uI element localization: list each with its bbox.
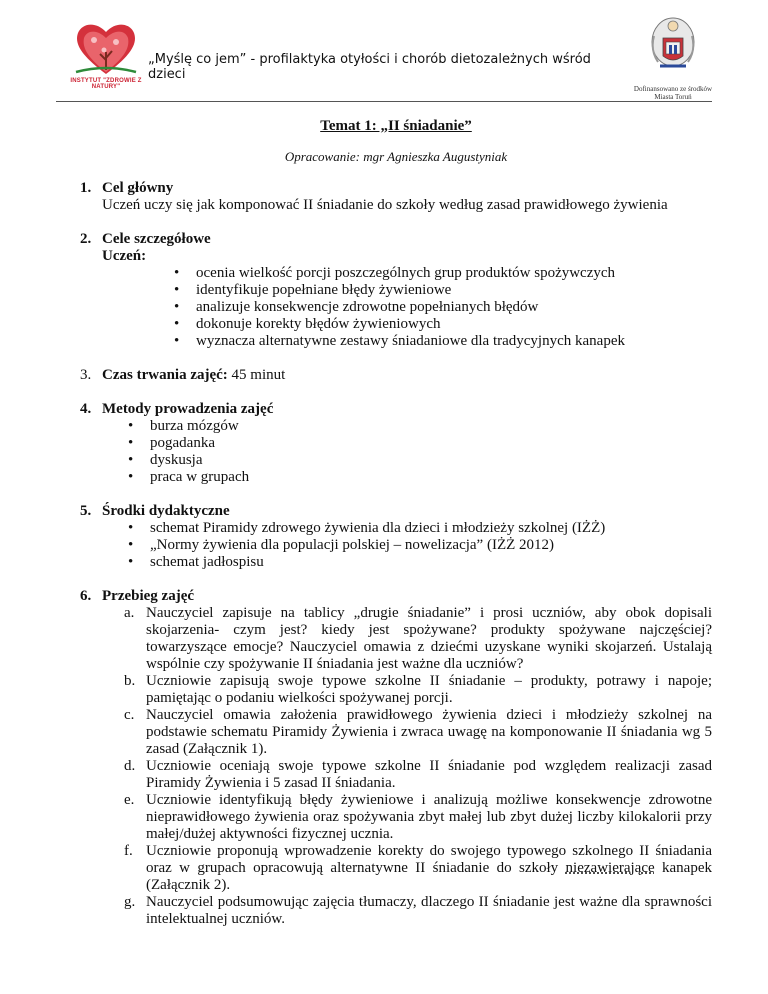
section-duration: [80, 367, 712, 384]
lesson-steps-list: [102, 605, 712, 928]
funding-line-2: Miasta Toruń: [654, 93, 692, 101]
funding-line-1: Dofinansowano ze środków: [633, 85, 713, 93]
section-main-goal: [80, 180, 712, 214]
underlined-word: niezawierające: [565, 860, 655, 876]
list-item: g. Nauczyciel podsumowując zajęcia tłumaczy, dlaczego II śniadanie jest ważne dla sprawności intelektualnej uczniów.: [124, 894, 712, 927]
section-number: 1.: [80, 180, 92, 196]
duration-line: [102, 367, 712, 384]
city-crest: [628, 16, 718, 101]
list-item: f. Uczniowie proponują wprowadzenie korekty do swojego typowego szkolnego II śniadania oraz w grupach opracowują alternatywne II śniadanie do szkoły niezawierające kanapek (Załącznik 2).: [124, 843, 712, 893]
list-item: b. Uczniowie zapisują swoje typowe szkolne II śniadanie – produkty, potrawy i napoje; pamiętając o podaniu wielkości spożywanej porcji.: [124, 673, 712, 706]
section-methods: [80, 401, 712, 486]
list-item: • identyfikuje popełniane błędy żywieniowe: [174, 282, 452, 298]
lesson-author: Opracowanie: mgr Agnieszka Augustyniak: [284, 149, 508, 164]
institute-logo: [56, 20, 156, 90]
list-item: • analizuje konsekwencje zdrowotne popełnianych błędów: [174, 299, 539, 315]
section-heading: Metody prowadzenia zajęć: [102, 401, 274, 417]
list-item: • „Normy żywienia dla populacji polskiej – nowelizacja” (IŻŻ 2012): [128, 537, 555, 553]
list-item: • ocenia wielkość porcji poszczególnych grup produktów spożywczych: [174, 265, 616, 281]
methods-list: [102, 418, 712, 486]
list-item: • schemat Piramidy zdrowego żywienia dla dzieci i młodzieży szkolnej (IŻŻ): [128, 520, 606, 536]
section-text: Uczeń uczy się jak komponować II śniadanie do szkoły według zasad prawidłowego żywienia: [102, 197, 668, 213]
heart-tree-logo-icon: [72, 20, 140, 76]
list-item: • dokonuje korekty błędów żywieniowych: [174, 316, 441, 332]
project-tagline: „Myślę co jem” - profilaktyka otyłości i chorób dietozależnych wśród dzieci: [148, 52, 591, 82]
section-number: 3.: [80, 367, 92, 383]
section-number: 2.: [80, 231, 92, 247]
header: [0, 0, 768, 102]
section-heading: Cele szczegółowe: [102, 231, 211, 247]
document-body: [80, 118, 712, 928]
list-item: • schemat jadłospisu: [128, 554, 264, 570]
header-divider: [56, 101, 712, 102]
section-number: 4.: [80, 401, 92, 417]
duration-value: 45 minut: [227, 367, 286, 383]
section-lesson-flow: [80, 588, 712, 928]
list-item: • pogadanka: [128, 435, 215, 451]
institute-name: INSTYTUT "ZDROWIE Z NATURY": [70, 78, 142, 90]
section-heading: Środki dydaktyczne: [102, 503, 230, 519]
funding-note: [628, 85, 718, 101]
section-subheading: Uczeń:: [102, 248, 147, 264]
list-item: a. Nauczyciel zapisuje na tablicy „drugie śniadanie” i prosi uczniów, aby obok dopisali skojarzenia- czym jest? kiedy jest spożywane? produkty spożywane najczęściej? towarzyszące emocje? Nauczyciel omawia z dziećmi uzyskane wyniki skojarzeń. Ustalają wspólnie czy spożywanie II śniadania jest ważne dla uczniów?: [124, 605, 712, 672]
section-number: 6.: [80, 588, 92, 604]
section-heading: Czas trwania zajęć:: [102, 367, 228, 383]
section-heading: Przebieg zajęć: [102, 588, 195, 604]
list-item: e. Uczniowie identyfikują błędy żywieniowe i analizują możliwe konsekwencje zdrowotne nieprawidłowego żywienia oraz spożywania zbyt małej lub zbyt dużej liczby kilokalorii przy małej/dużej aktywności fizycznej ucznia.: [124, 792, 712, 842]
lesson-title: Temat 1: „II śniadanie”: [320, 118, 472, 134]
section-number: 5.: [80, 503, 92, 519]
list-item: • wyznacza alternatywne zestawy śniadaniowe dla tradycyjnych kanapek: [174, 333, 625, 349]
list-item: • burza mózgów: [128, 418, 239, 434]
list-item: • dyskusja: [128, 452, 203, 468]
section-detailed-goals: [80, 231, 712, 350]
list-item: • praca w grupach: [128, 469, 250, 485]
torun-crest-icon: [650, 16, 696, 76]
list-item: c. Nauczyciel omawia założenia prawidłowego żywienia dzieci i młodzieży szkolnej na podstawie schematu Piramidy Żywienia i zwraca uwagę na komponowanie II śniadania wg 5 zasad (Załącznik 1).: [124, 707, 712, 757]
teaching-aids-list: [102, 520, 712, 571]
section-teaching-aids: [80, 503, 712, 571]
list-item: d. Uczniowie oceniają swoje typowe szkolne II śniadanie pod względem realizacji zasad Piramidy Żywienia i 5 zasad II śniadania.: [124, 758, 712, 791]
detailed-goals-list: [102, 265, 712, 350]
section-heading: Cel główny: [102, 180, 174, 196]
